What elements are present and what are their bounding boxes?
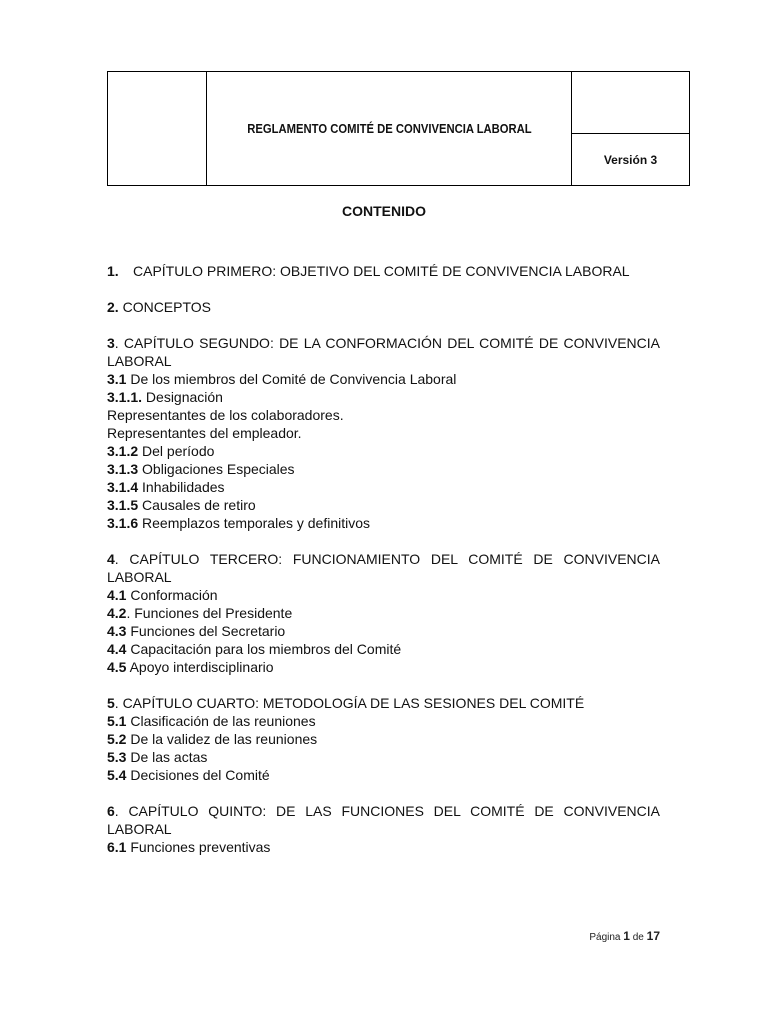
total-pages: 17 [646,929,660,943]
toc-chapter-number: 1. [107,263,119,279]
toc-item: 3.1.1. Designación [107,389,223,405]
toc-chapter-2 [107,298,660,316]
contents-heading: CONTENIDO [342,203,426,219]
toc-chapter-1 [107,262,660,280]
toc-chapter-4 [107,550,660,586]
toc-item: 5.1 Clasificación de las reuniones [107,713,316,729]
current-page: 1 [623,929,630,943]
toc-chapter-number: 4 [107,551,115,567]
document-header-table [107,71,690,186]
header-empty-cell [572,72,690,134]
version-label: Versión 3 [572,134,690,186]
toc-item: 4.1 Conformación [107,587,218,603]
toc-chapter-title: . CAPÍTULO CUARTO: METODOLOGÍA DE LAS SESIONES DEL COMITÉ [114,695,585,711]
toc-item: 4.2. Funciones del Presidente [107,605,293,621]
toc-item: 3.1.4 Inhabilidades [107,479,225,495]
toc-chapter-3 [107,334,660,370]
toc-chapter-title: . CAPÍTULO QUINTO: DE LAS FUNCIONES DEL COMITÉ DE CONVIVENCIA LABORAL [107,803,660,837]
toc-item: 4.5 Apoyo interdisciplinario [107,659,274,675]
toc-item: 3.1.2 Del período [107,443,215,459]
toc-chapter-title: CAPÍTULO PRIMERO: OBJETIVO DEL COMITÉ DE CONVIVENCIA LABORAL [133,263,630,279]
toc-item: 3.1 De los miembros del Comité de Convivencia Laboral [107,371,457,387]
table-of-contents [107,262,660,856]
logo-cell [108,72,207,186]
toc-item: Representantes de los colaboradores. [107,407,344,423]
toc-chapter-number: 3 [107,335,115,351]
page-word: Página [589,932,621,943]
of-word: de [632,932,644,943]
toc-chapter-number: 6 [107,803,115,819]
toc-item: 4.4 Capacitación para los miembros del Comité [107,641,402,657]
toc-item: 5.2 De la validez de las reuniones [107,731,318,747]
toc-item: 5.4 Decisiones del Comité [107,767,270,783]
document-title: REGLAMENTO COMITÉ DE CONVIVENCIA LABORAL [225,72,554,186]
toc-chapter-title: . CAPÍTULO SEGUNDO: DE LA CONFORMACIÓN DEL COMITÉ DE CONVIVENCIA LABORAL [107,335,660,369]
toc-chapter-title: . CAPÍTULO TERCERO: FUNCIONAMIENTO DEL COMITÉ DE CONVIVENCIA LABORAL [107,551,660,585]
toc-chapter-number: 2. [107,299,119,315]
toc-item: 6.1 Funciones preventivas [107,839,271,855]
toc-chapter-5 [107,694,660,712]
page-number-footer [589,929,660,943]
toc-chapter-title: CONCEPTOS [118,299,211,315]
toc-item: Representantes del empleador. [107,425,302,441]
toc-chapter-number: 5 [107,695,115,711]
toc-item: 5.3 De las actas [107,749,208,765]
toc-item: 4.3 Funciones del Secretario [107,623,286,639]
toc-item: 3.1.5 Causales de retiro [107,497,256,513]
toc-item: 3.1.3 Obligaciones Especiales [107,461,295,477]
toc-item: 3.1.6 Reemplazos temporales y definitivos [107,515,371,531]
toc-chapter-6 [107,802,660,838]
